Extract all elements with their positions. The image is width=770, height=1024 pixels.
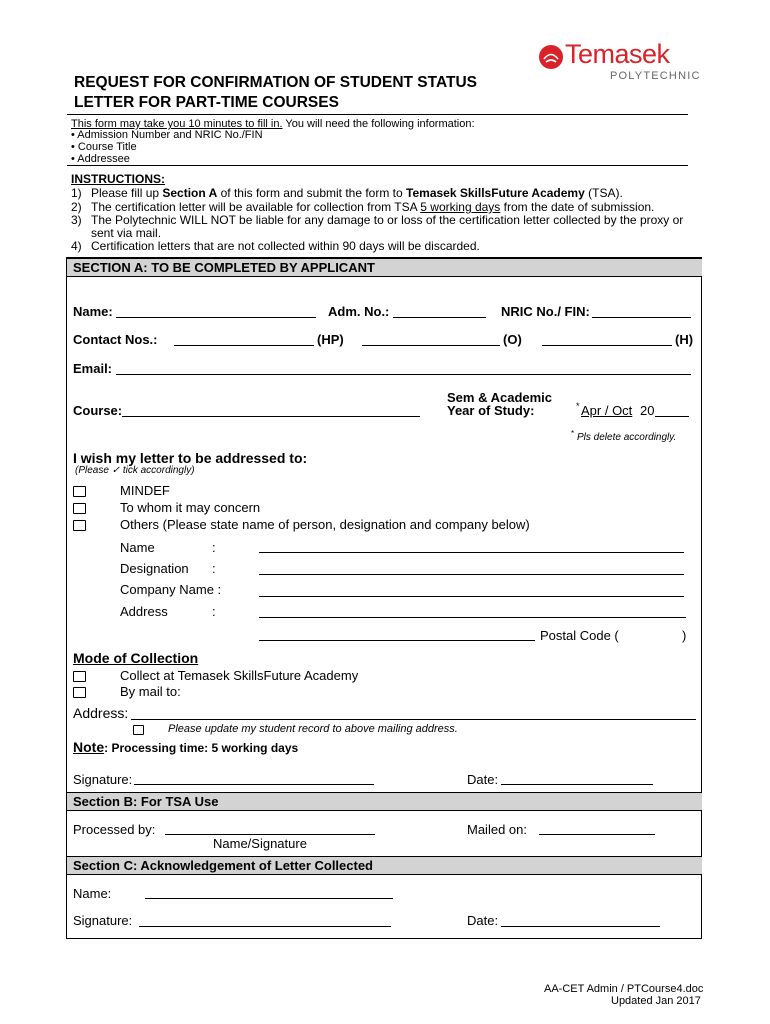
divider bbox=[67, 165, 688, 166]
instruction-1-text: Please fill up Section A of this form and submit the form to Temasek SkillsFuture Academy (TSA). bbox=[91, 186, 623, 200]
form-box bbox=[66, 257, 702, 939]
home-field[interactable] bbox=[542, 345, 672, 346]
sem-label-1: Sem & Academic bbox=[447, 390, 553, 405]
course-label: Course: bbox=[73, 403, 123, 418]
whom-label: To whom it may concern bbox=[120, 500, 261, 515]
update-record-checkbox[interactable] bbox=[133, 725, 144, 735]
instruction-3: 3) bbox=[71, 213, 82, 227]
office-label: (O) bbox=[503, 332, 522, 347]
logo-sub: POLYTECHNIC bbox=[610, 70, 701, 82]
intake-selector[interactable]: Apr / Oct bbox=[581, 403, 633, 418]
instructions-heading: INSTRUCTIONS: bbox=[71, 172, 165, 186]
designation-label: Designation bbox=[120, 561, 189, 576]
instruction-2-text: The certification letter will be available for collection from TSA 5 working days from the date of submission. bbox=[91, 200, 655, 214]
intro-bullet: • Course Title bbox=[71, 141, 137, 153]
email-label: Email: bbox=[73, 361, 113, 376]
name-label: Name: bbox=[73, 304, 113, 319]
mail-label: By mail to: bbox=[120, 684, 181, 699]
intro-bullet: • Addressee bbox=[71, 153, 130, 165]
others-label: Others (Please state name of person, designation and company below) bbox=[120, 517, 530, 532]
contact-label: Contact Nos.: bbox=[73, 332, 158, 347]
hp-label: (HP) bbox=[317, 332, 344, 347]
address-field-2[interactable] bbox=[259, 640, 535, 641]
intro-bullet: • Admission Number and NRIC No./FIN bbox=[71, 129, 263, 141]
mail-checkbox[interactable] bbox=[73, 687, 86, 698]
addressee-name-field[interactable] bbox=[259, 552, 684, 553]
email-field[interactable] bbox=[116, 374, 691, 375]
processed-label: Processed by: bbox=[73, 822, 156, 837]
form-title-line2: LETTER FOR PART-TIME COURSES bbox=[74, 94, 339, 111]
asterisk: * bbox=[576, 401, 580, 411]
nric-field[interactable] bbox=[592, 317, 691, 318]
intro-text: This form may take you 10 minutes to fill in. You will need the following information: bbox=[71, 118, 475, 130]
address-field[interactable] bbox=[259, 617, 686, 618]
sem-label-2: Year of Study: bbox=[447, 403, 535, 418]
mailed-label: Mailed on: bbox=[467, 822, 527, 837]
collector-signature-field[interactable] bbox=[139, 926, 391, 927]
delete-note: Pls delete accordingly. bbox=[577, 432, 677, 443]
mail-address-label: Address: bbox=[73, 705, 129, 721]
postal-close: ) bbox=[682, 628, 687, 643]
processing-note: Note: Processing time: 5 working days bbox=[73, 739, 299, 755]
tick-note: (Please ✓ tick accordingly) bbox=[75, 465, 195, 476]
home-label: (H) bbox=[675, 332, 694, 347]
postal-label: Postal Code ( bbox=[540, 628, 619, 643]
instruction-2: 2) bbox=[71, 200, 82, 214]
adm-field[interactable] bbox=[393, 317, 486, 318]
form-title-line1: REQUEST FOR CONFIRMATION OF STUDENT STATUS bbox=[74, 74, 477, 91]
instruction-4-text: Certification letters that are not collected within 90 days will be discarded. bbox=[91, 239, 480, 253]
footer-updated: Updated Jan 2017 bbox=[611, 995, 701, 1007]
designation-field[interactable] bbox=[259, 574, 684, 575]
year-field[interactable] bbox=[655, 416, 689, 417]
date-field[interactable] bbox=[501, 784, 653, 785]
collector-date-label: Date: bbox=[467, 913, 499, 928]
name-field[interactable] bbox=[116, 317, 316, 318]
company-label: Company Name : bbox=[120, 582, 222, 597]
section-b-header: Section B: For TSA Use bbox=[67, 792, 702, 811]
hp-field[interactable] bbox=[174, 345, 314, 346]
date-label: Date: bbox=[467, 772, 499, 787]
collection-heading: Mode of Collection bbox=[73, 650, 199, 666]
signature-label: Signature: bbox=[73, 772, 133, 787]
signature-field[interactable] bbox=[134, 784, 374, 785]
whom-checkbox[interactable] bbox=[73, 503, 86, 514]
mindef-checkbox[interactable] bbox=[73, 486, 86, 497]
company-field[interactable] bbox=[259, 596, 684, 597]
colon: : bbox=[212, 561, 216, 576]
logo bbox=[538, 39, 701, 92]
colon: : bbox=[212, 540, 216, 555]
temasek-seal-icon bbox=[538, 44, 564, 70]
collector-date-field[interactable] bbox=[501, 926, 660, 927]
mindef-label: MINDEF bbox=[120, 483, 170, 498]
nric-label: NRIC No./ FIN: bbox=[501, 304, 590, 319]
others-checkbox[interactable] bbox=[73, 520, 86, 531]
update-record-note: Please update my student record to above mailing address. bbox=[168, 723, 458, 735]
logo-name: Temasek bbox=[565, 39, 670, 69]
office-field[interactable] bbox=[362, 345, 500, 346]
collector-signature-label: Signature: bbox=[73, 913, 133, 928]
section-a-header: SECTION A: TO BE COMPLETED BY APPLICANT bbox=[67, 258, 702, 277]
instruction-4: 4) bbox=[71, 239, 82, 253]
address-to-heading: I wish my letter to be addressed to: bbox=[73, 450, 308, 466]
addressee-name-label: Name bbox=[120, 540, 155, 555]
divider bbox=[67, 114, 688, 115]
instruction-3-text-cont: sent via mail. bbox=[91, 226, 162, 240]
name-signature-caption: Name/Signature bbox=[213, 836, 307, 851]
instruction-3-text: The Polytechnic WILL NOT be liable for any damage to or loss of the certification letter collected by the proxy or bbox=[91, 213, 684, 227]
collect-tsa-checkbox[interactable] bbox=[73, 671, 86, 682]
processed-field[interactable] bbox=[165, 834, 375, 835]
asterisk: * bbox=[571, 429, 575, 438]
colon: : bbox=[212, 604, 216, 619]
mailed-field[interactable] bbox=[539, 834, 655, 835]
year-prefix: 20 bbox=[640, 403, 655, 418]
collect-tsa-label: Collect at Temasek SkillsFuture Academy bbox=[120, 668, 359, 683]
collector-name-label: Name: bbox=[73, 886, 112, 901]
instruction-1: 1) bbox=[71, 186, 82, 200]
adm-label: Adm. No.: bbox=[328, 304, 390, 319]
address-label: Address bbox=[120, 604, 168, 619]
course-field[interactable] bbox=[122, 416, 420, 417]
mail-address-field[interactable] bbox=[131, 719, 696, 720]
section-c-header: Section C: Acknowledgement of Letter Collected bbox=[67, 856, 702, 875]
collector-name-field[interactable] bbox=[145, 898, 393, 899]
footer-doc: AA-CET Admin / PTCourse4.doc bbox=[544, 983, 704, 995]
